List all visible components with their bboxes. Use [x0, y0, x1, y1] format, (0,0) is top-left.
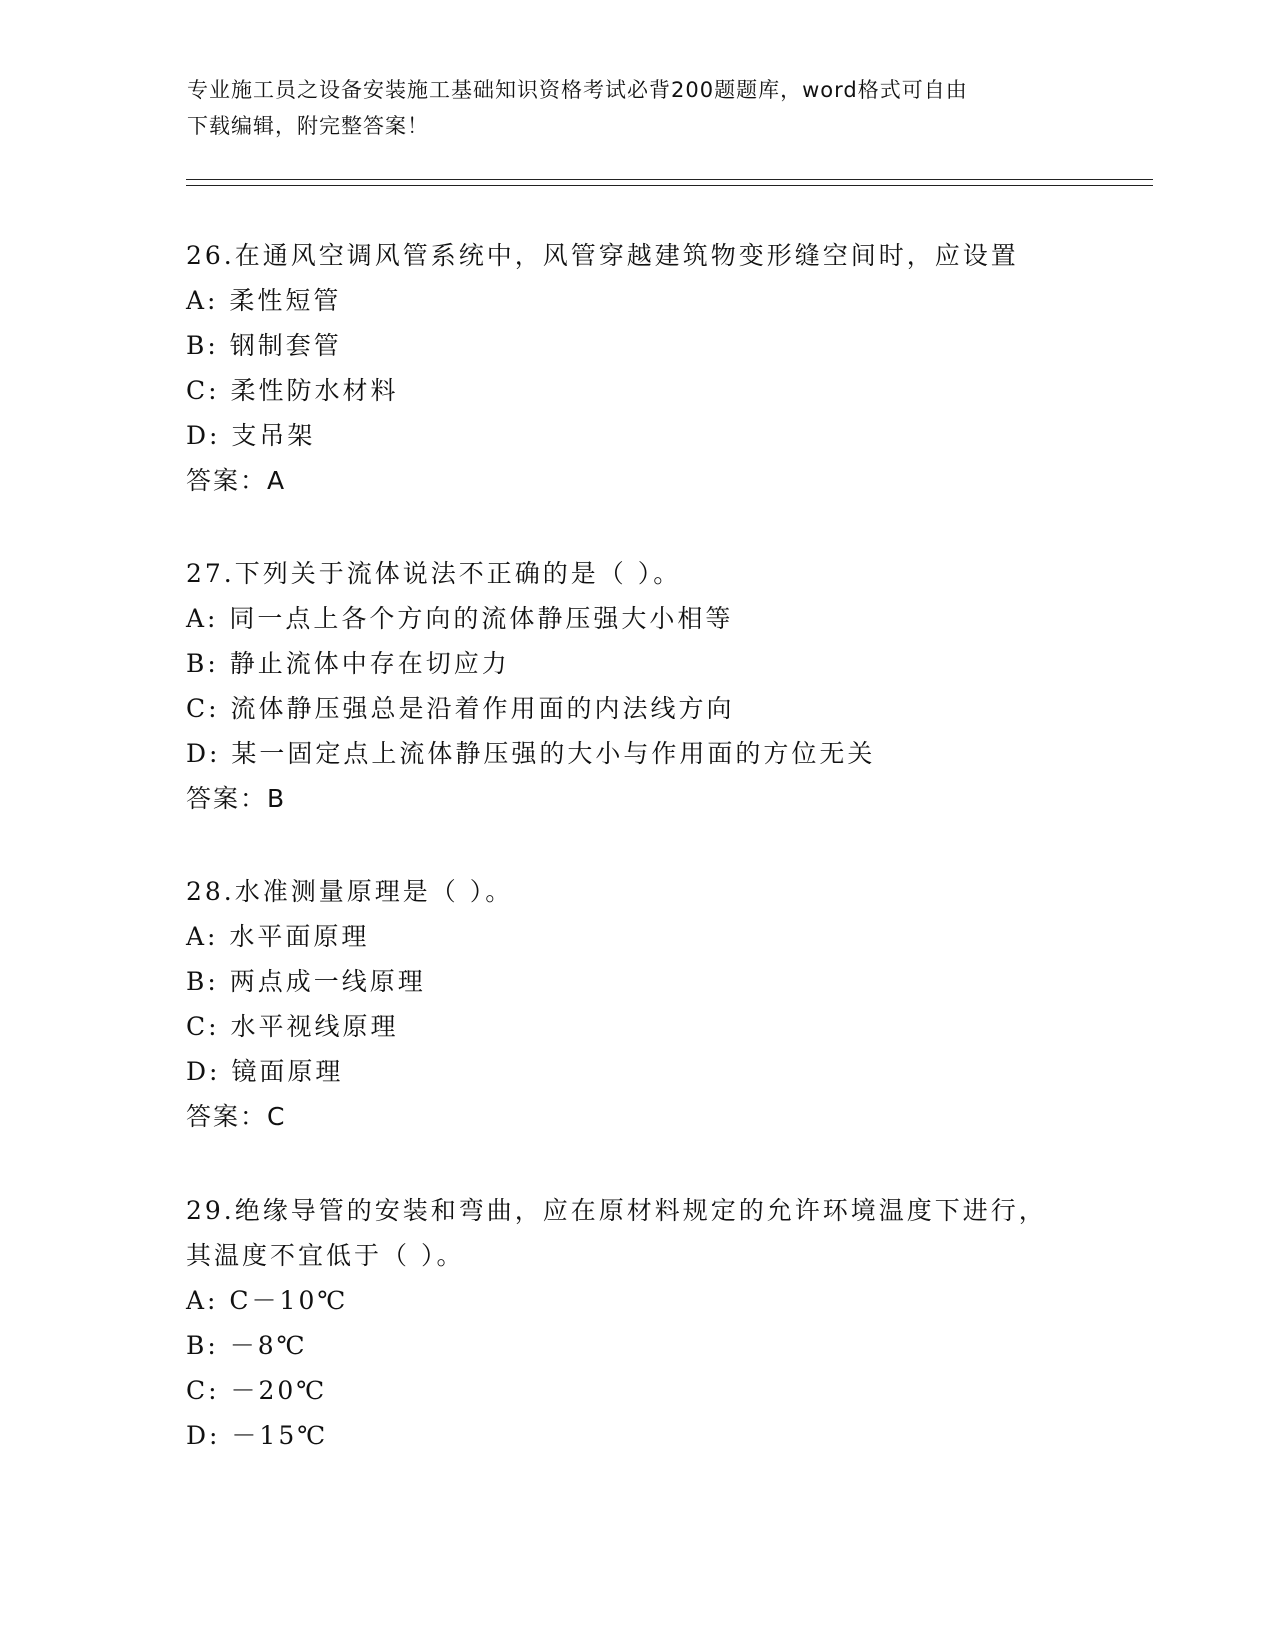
question-28 [186, 869, 1086, 1139]
option-d: D: 某一固定点上流体静压强的大小与作用面的方位无关 [186, 739, 876, 768]
header-divider-bottom [186, 185, 1153, 186]
header-divider-top [186, 179, 1153, 180]
option-c: C: 流体静压强总是沿着作用面的内法线方向 [186, 694, 735, 723]
header-line-2: 下载编辑，附完整答案！ [187, 114, 429, 138]
question-stem: 29.绝缘导管的安装和弯曲，应在原材料规定的允许环境温度下进行， [186, 1196, 1047, 1225]
option-a: A: 柔性短管 [186, 286, 342, 315]
question-stem-continued: 其温度不宜低于（ ）。 [186, 1241, 465, 1270]
answer: 答案：A [186, 466, 287, 495]
option-c: C: 柔性防水材料 [186, 376, 399, 405]
option-b: B: 静止流体中存在切应力 [186, 649, 510, 678]
question-stem: 27.下列关于流体说法不正确的是（ ）。 [186, 559, 682, 588]
question-stem: 26.在通风空调风管系统中，风管穿越建筑物变形缝空间时，应设置 [186, 241, 1019, 270]
option-d: D: 支吊架 [186, 421, 316, 450]
question-27 [186, 551, 1086, 821]
option-b: B: －8℃ [186, 1331, 308, 1360]
question-29 [186, 1188, 1086, 1458]
option-c: C: －20℃ [186, 1376, 328, 1405]
option-a: A: 水平面原理 [186, 922, 370, 951]
answer: 答案：B [186, 784, 287, 813]
option-c: C: 水平视线原理 [186, 1012, 399, 1041]
question-26 [186, 233, 1086, 503]
option-a: A: 同一点上各个方向的流体静压强大小相等 [186, 604, 734, 633]
answer: 答案：C [186, 1102, 287, 1131]
option-a: A: C－10℃ [186, 1286, 349, 1315]
option-b: B: 两点成一线原理 [186, 967, 426, 996]
option-d: D: －15℃ [186, 1421, 329, 1450]
option-d: D: 镜面原理 [186, 1057, 344, 1086]
question-stem: 28.水准测量原理是（ ）。 [186, 877, 514, 906]
document-header [187, 72, 1067, 144]
option-b: B: 钢制套管 [186, 331, 342, 360]
header-line-1: 专业施工员之设备安装施工基础知识资格考试必背200题题库，word格式可自由 [187, 78, 968, 102]
